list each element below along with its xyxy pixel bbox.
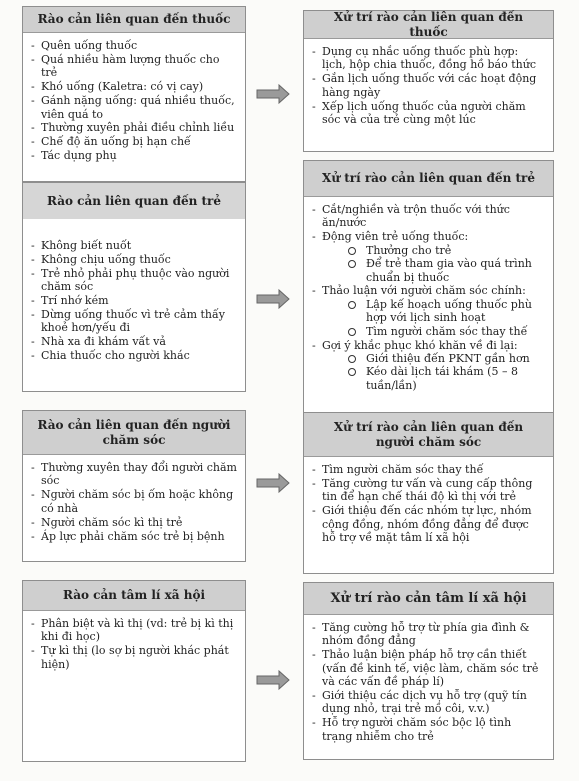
- list-item: - Tác dụng phụ: [31, 149, 237, 162]
- list-item: [312, 100, 545, 127]
- list-item: - Thường xuyên phải điều chỉnh liều: [31, 121, 237, 134]
- list-item: - Quá nhiều hàm lượng thuốc cho trẻ: [31, 53, 237, 80]
- sub-list-item: Thưởng cho trẻ: [344, 244, 545, 257]
- list-item: [312, 716, 545, 743]
- barrier-title-child: Rào cản liên quan đến trẻ: [23, 183, 245, 219]
- list-item: - Không biết nuốt: [31, 239, 237, 252]
- list-item: [312, 230, 545, 284]
- list-item: [312, 504, 545, 544]
- barrier-box-psychosocial: [22, 580, 246, 762]
- list-item-text: Thảo luận với người chăm sóc chính:: [322, 284, 526, 298]
- solution-box-caregiver: [303, 412, 554, 574]
- sub-list-item: Giới thiệu đến PKNT gần hơn: [344, 352, 545, 365]
- list-item: - Khó uống (Kaletra: có vị cay): [31, 80, 237, 93]
- barrier-list-caregiver: [23, 455, 245, 547]
- list-item-text: Tìm người chăm sóc thay thế: [322, 463, 484, 476]
- list-item: - Không chịu uống thuốc: [31, 253, 237, 266]
- list-item: - Thường xuyên thay đổi người chăm sóc: [31, 461, 237, 488]
- arrow-icon: [255, 287, 291, 311]
- solution-title-child: Xử trí rào cản liên quan đến trẻ: [304, 161, 553, 197]
- list-item-text: Xếp lịch uống thuốc của người chăm sóc và của trẻ cùng một lúc: [322, 99, 526, 127]
- list-item: [312, 621, 545, 648]
- list-item-text: Cắt/nghiền và trộn thuốc với thức ăn/nước: [322, 203, 510, 230]
- solution-title-psychosocial: Xử trí rào cản tâm lí xã hội: [304, 583, 553, 615]
- list-item: [312, 72, 545, 99]
- sub-list: [322, 244, 545, 284]
- list-item: [312, 45, 545, 72]
- sub-list-item: Lập kế hoạch uống thuốc phù hợp với lịch sinh hoạt: [344, 298, 545, 325]
- sub-list-item: Tìm người chăm sóc thay thế: [344, 325, 545, 338]
- list-item-text: Giới thiệu đến các nhóm tự lực, nhóm cộng đồng, nhóm đồng đẳng để được hỗ trợ về mặt tâm lí xã hội: [322, 504, 532, 545]
- list-item-text: Gắn lịch uống thuốc với các hoạt động hàng ngày: [322, 72, 537, 99]
- list-item: [312, 339, 545, 393]
- sub-list: [322, 298, 545, 338]
- barrier-title-medication: Rào cản liên quan đến thuốc: [23, 7, 245, 33]
- barrier-box-medication: [22, 6, 246, 182]
- solution-list-psychosocial: [304, 615, 553, 748]
- list-item: [312, 477, 545, 504]
- barrier-title-psychosocial: Rào cản tâm lí xã hội: [23, 581, 245, 611]
- list-item-text: Động viên trẻ uống thuốc:: [322, 230, 469, 244]
- barrier-list-medication: [23, 33, 245, 167]
- list-item: - Trí nhớ kém: [31, 294, 237, 307]
- list-item: - Phân biệt và kì thị (vd: trẻ bị kì thị khi đi học): [31, 617, 237, 644]
- list-item: - Chế độ ăn uống bị hạn chế: [31, 135, 237, 148]
- barrier-list-child: [23, 219, 245, 367]
- barrier-list-psychosocial: [23, 611, 245, 676]
- sub-list: [322, 352, 545, 392]
- list-item: - Nhà xa đi khám vất vả: [31, 335, 237, 348]
- sub-list-item: Để trẻ tham gia vào quá trình chuẩn bị thuốc: [344, 257, 545, 284]
- solution-title-medication: Xử trí rào cản liên quan đến thuốc: [304, 11, 553, 39]
- list-item-text: Thảo luận biện pháp hỗ trợ cần thiết (vấn đề kinh tế, việc làm, chăm sóc trẻ và các vấn đề pháp lí): [322, 648, 539, 689]
- list-item: [312, 284, 545, 338]
- list-item: [312, 463, 545, 476]
- arrow-icon: [255, 668, 291, 692]
- sub-list-item: Kéo dài lịch tái khám (5 – 8 tuần/lần): [344, 365, 545, 392]
- list-item: [312, 648, 545, 688]
- barrier-box-child: [22, 182, 246, 392]
- solution-box-psychosocial: [303, 582, 554, 760]
- list-item-text: Hỗ trợ người chăm sóc bộc lộ tình trạng nhiễm cho trẻ: [322, 716, 512, 743]
- list-item: - Áp lực phải chăm sóc trẻ bị bệnh: [31, 530, 237, 543]
- list-item-text: Tăng cường hỗ trợ từ phía gia đình & nhóm đồng đẳng: [322, 621, 530, 648]
- list-item: - Chia thuốc cho người khác: [31, 349, 237, 362]
- solution-title-caregiver: Xử trí rào cản liên quan đến người chăm sóc: [304, 413, 553, 457]
- list-item: - Người chăm sóc bị ốm hoặc không có nhà: [31, 488, 237, 515]
- list-item: - Gánh nặng uống: quá nhiều thuốc, viên quá to: [31, 94, 237, 121]
- solution-box-child: [303, 160, 554, 414]
- list-item: [312, 203, 545, 230]
- list-item: [312, 689, 545, 716]
- list-item-text: Gợi ý khắc phục khó khăn về đi lại:: [322, 338, 518, 352]
- barrier-box-caregiver: [22, 410, 246, 562]
- list-item-text: Dụng cụ nhắc uống thuốc phù hợp: lịch, hộp chia thuốc, đồng hồ báo thức: [322, 45, 536, 72]
- list-item: - Tự kì thị (lo sợ bị người khác phát hiện): [31, 644, 237, 671]
- solution-box-medication: [303, 10, 554, 152]
- list-item-text: Tăng cường tư vấn và cung cấp thông tin để hạn chế thái độ kì thị với trẻ: [322, 476, 533, 504]
- arrow-icon: [255, 471, 291, 495]
- barrier-title-caregiver: Rào cản liên quan đến người chăm sóc: [23, 411, 245, 455]
- solution-list-medication: [304, 39, 553, 131]
- list-item: - Trẻ nhỏ phải phụ thuộc vào người chăm sóc: [31, 267, 237, 294]
- list-item: - Người chăm sóc kì thị trẻ: [31, 516, 237, 529]
- list-item: - Quên uống thuốc: [31, 39, 237, 52]
- solution-list-child: [304, 197, 553, 397]
- list-item-text: Giới thiệu các dịch vụ hỗ trợ (quỹ tín dụng nhỏ, trại trẻ mồ côi, v.v.): [322, 689, 527, 716]
- solution-list-caregiver: [304, 457, 553, 549]
- arrow-icon: [255, 82, 291, 106]
- list-item: - Dừng uống thuốc vì trẻ cảm thấy khoẻ hơn/yếu đi: [31, 308, 237, 335]
